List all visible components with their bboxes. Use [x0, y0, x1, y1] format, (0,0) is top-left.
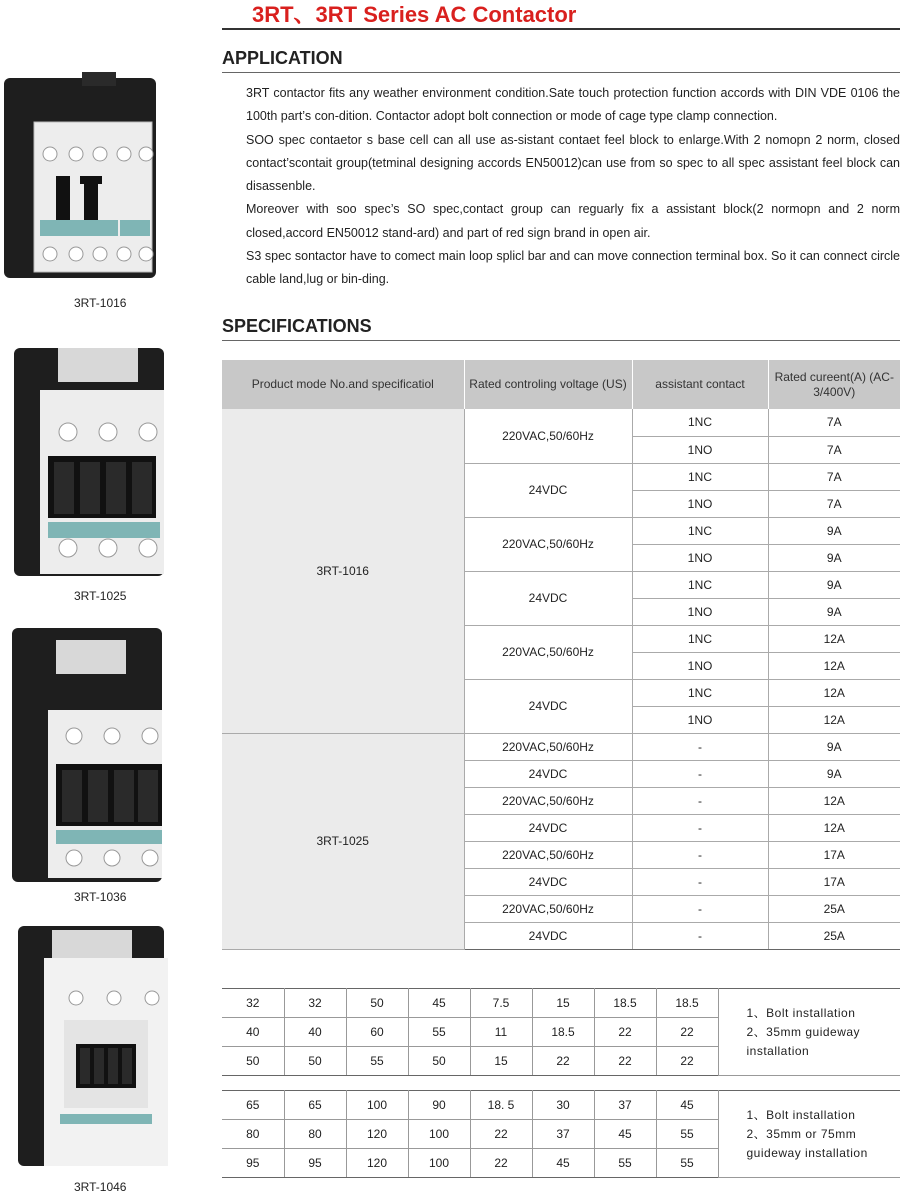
table-cell: 32 [222, 989, 284, 1018]
table-cell: 80 [222, 1120, 284, 1149]
column-header: assistant contact [632, 360, 768, 409]
voltage-cell: 220VAC,50/60Hz [464, 517, 632, 571]
specifications-heading: SPECIFICATIONS [222, 316, 900, 341]
table-cell: 22 [470, 1120, 532, 1149]
current-cell: 12A [768, 706, 900, 733]
contact-cell: - [632, 868, 768, 895]
voltage-cell: 220VAC,50/60Hz [464, 733, 632, 760]
contact-cell: - [632, 922, 768, 949]
contact-cell: 1NO [632, 706, 768, 733]
table-cell: 100 [408, 1149, 470, 1178]
table-cell: 65 [284, 1091, 346, 1120]
product-label-3rt-1046: 3RT-1046 [74, 1180, 127, 1192]
current-cell: 12A [768, 787, 900, 814]
contact-cell: 1NC [632, 679, 768, 706]
contact-cell: 1NO [632, 490, 768, 517]
table-cell: 18.5 [594, 989, 656, 1018]
current-cell: 9A [768, 733, 900, 760]
contact-cell: 1NO [632, 544, 768, 571]
voltage-cell: 24VDC [464, 760, 632, 787]
table-cell: 65 [222, 1091, 284, 1120]
current-cell: 17A [768, 868, 900, 895]
product-label-3rt-1016: 3RT-1016 [74, 296, 127, 310]
product-label-3rt-1025: 3RT-1025 [74, 589, 127, 603]
current-cell: 7A [768, 463, 900, 490]
table-cell: 60 [346, 1018, 408, 1047]
table-cell: 55 [656, 1120, 718, 1149]
contact-cell: 1NC [632, 625, 768, 652]
contact-cell: - [632, 787, 768, 814]
model-cell: 3RT-1025 [222, 733, 464, 949]
contact-cell: 1NO [632, 652, 768, 679]
table-cell: 30 [532, 1091, 594, 1120]
table-cell: 18.5 [656, 989, 718, 1018]
voltage-cell: 220VAC,50/60Hz [464, 841, 632, 868]
table-cell: 18. 5 [470, 1091, 532, 1120]
table-cell: 18.5 [532, 1018, 594, 1047]
table-cell: 22 [656, 1018, 718, 1047]
contact-cell: - [632, 733, 768, 760]
table-cell: 55 [346, 1047, 408, 1076]
current-cell: 12A [768, 652, 900, 679]
contact-cell: - [632, 841, 768, 868]
table-cell: 90 [408, 1091, 470, 1120]
installation-note [718, 989, 900, 1076]
application-heading: APPLICATION [222, 48, 900, 73]
product-image-3rt-1025 [10, 344, 170, 580]
contact-cell: 1NC [632, 517, 768, 544]
voltage-cell: 220VAC,50/60Hz [464, 895, 632, 922]
table-cell: 37 [594, 1091, 656, 1120]
installation-note [718, 1091, 900, 1178]
voltage-cell: 24VDC [464, 868, 632, 895]
voltage-cell: 24VDC [464, 922, 632, 949]
current-cell: 7A [768, 490, 900, 517]
table-cell: 45 [656, 1091, 718, 1120]
voltage-cell: 220VAC,50/60Hz [464, 625, 632, 679]
current-cell: 12A [768, 625, 900, 652]
table-cell: 95 [284, 1149, 346, 1178]
current-cell: 17A [768, 841, 900, 868]
table-cell: 22 [594, 1018, 656, 1047]
product-image-3rt-1036 [8, 624, 168, 886]
contact-cell: - [632, 895, 768, 922]
table-cell: 40 [284, 1018, 346, 1047]
application-text [222, 82, 900, 292]
contact-cell: 1NC [632, 409, 768, 436]
current-cell: 9A [768, 571, 900, 598]
table-cell: 45 [594, 1120, 656, 1149]
note-line: installation [746, 1043, 810, 1058]
table-row [222, 989, 900, 1018]
contact-cell: 1NO [632, 598, 768, 625]
table-cell: 55 [656, 1149, 718, 1178]
table-row [222, 733, 900, 760]
contact-cell: - [632, 760, 768, 787]
table-cell: 22 [470, 1149, 532, 1178]
product-image-3rt-1016 [0, 72, 160, 282]
table-cell: 22 [594, 1047, 656, 1076]
column-header: Product mode No.and specificatiol [222, 360, 464, 409]
page-title: 3RT、3RT Series AC Contactor [252, 2, 577, 27]
voltage-cell: 220VAC,50/60Hz [464, 787, 632, 814]
current-cell: 9A [768, 760, 900, 787]
table-header-row [222, 360, 900, 409]
model-cell: 3RT-1016 [222, 409, 464, 733]
table-cell: 120 [346, 1120, 408, 1149]
table-cell: 37 [532, 1120, 594, 1149]
table-cell: 22 [532, 1047, 594, 1076]
note-line: guideway installation [746, 1145, 868, 1160]
current-cell: 7A [768, 409, 900, 436]
rating-table-2 [222, 1090, 900, 1178]
contact-cell: 1NC [632, 463, 768, 490]
application-paragraph-2: SOO spec contaetor s base cell can all use as-sistant contaet feel block to enlarge.With 2 nomopn 2 norm, closed contact’scontait group(tetminal designing accords EN50012)can use from so spec to all spec assistant feel block can disassenble. [246, 132, 900, 194]
table-cell: 120 [346, 1149, 408, 1178]
table-cell: 40 [222, 1018, 284, 1047]
current-cell: 9A [768, 544, 900, 571]
column-header: Rated controling voltage (US) [464, 360, 632, 409]
table-cell: 7.5 [470, 989, 532, 1018]
contact-cell: 1NC [632, 571, 768, 598]
voltage-cell: 24VDC [464, 814, 632, 841]
title-bar [222, 0, 900, 30]
table-cell: 32 [284, 989, 346, 1018]
note-line: 2、35mm guideway [746, 1024, 861, 1039]
specifications-table [222, 360, 900, 950]
voltage-cell: 24VDC [464, 679, 632, 733]
table-cell: 15 [470, 1047, 532, 1076]
current-cell: 25A [768, 895, 900, 922]
table-cell: 50 [222, 1047, 284, 1076]
voltage-cell: 220VAC,50/60Hz [464, 409, 632, 463]
current-cell: 25A [768, 922, 900, 949]
product-image-3rt-1046 [14, 922, 168, 1170]
table-cell: 50 [408, 1047, 470, 1076]
column-header: Rated cureent(A) (AC-3/400V) [768, 360, 900, 409]
current-cell: 9A [768, 598, 900, 625]
application-paragraph-4: S3 spec sontactor have to comect main loop splicl bar and can move connection terminal box. So it can connect circle cable land,lug or bin-ding. [246, 249, 900, 287]
table-row [222, 409, 900, 436]
current-cell: 12A [768, 679, 900, 706]
table-cell: 15 [532, 989, 594, 1018]
table-cell: 50 [346, 989, 408, 1018]
note-line: 1、Bolt installation [746, 1005, 856, 1020]
contact-cell: - [632, 814, 768, 841]
rating-table-1 [222, 988, 900, 1076]
note-line: 2、35mm or 75mm [746, 1126, 857, 1141]
table-cell: 22 [656, 1047, 718, 1076]
current-cell: 7A [768, 436, 900, 463]
voltage-cell: 24VDC [464, 571, 632, 625]
table-cell: 50 [284, 1047, 346, 1076]
table-cell: 11 [470, 1018, 532, 1047]
contact-cell: 1NO [632, 436, 768, 463]
table-cell: 55 [408, 1018, 470, 1047]
note-line: 1、Bolt installation [746, 1107, 856, 1122]
table-cell: 95 [222, 1149, 284, 1178]
application-paragraph-3: Moreover with soo spec’s SO spec,contact group can reguarly fix a assistant block(2 normopn and 2 norm closed,accord EN50012 stand-ard) and part of red sign brand in open air. [246, 202, 900, 240]
table-cell: 100 [346, 1091, 408, 1120]
table-row [222, 1091, 900, 1120]
product-label-3rt-1036: 3RT-1036 [74, 890, 127, 904]
current-cell: 12A [768, 814, 900, 841]
application-paragraph-1: 3RT contactor fits any weather environment condition.Sate touch protection function accords with DIN VDE 0106 the 100th part’s con-dition. Contactor adopt bolt connection or mode of cage type clamp connection. [246, 86, 900, 124]
table-cell: 100 [408, 1120, 470, 1149]
table-cell: 45 [532, 1149, 594, 1178]
voltage-cell: 24VDC [464, 463, 632, 517]
table-cell: 45 [408, 989, 470, 1018]
table-cell: 55 [594, 1149, 656, 1178]
current-cell: 9A [768, 517, 900, 544]
table-cell: 80 [284, 1120, 346, 1149]
